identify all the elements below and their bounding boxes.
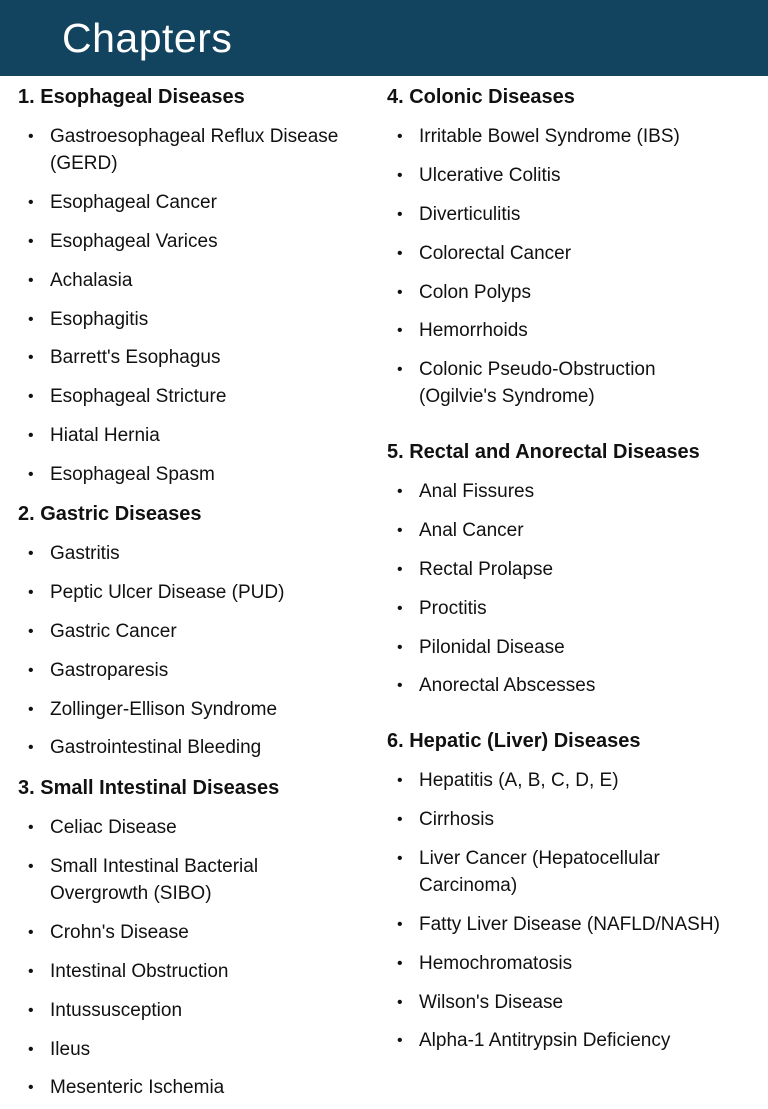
list-item: • Mesenteric Ischemia [50, 1074, 224, 1101]
list-item: • Rectal Prolapse [419, 556, 553, 583]
list-item: • Crohn's Disease [50, 919, 189, 946]
list-item: • Proctitis [419, 595, 487, 622]
list-item: • Barrett's Esophagus [50, 344, 221, 371]
section-title-rectal-anorectal: 5. Rectal and Anorectal Diseases [387, 441, 700, 463]
list-item: • Esophageal Cancer [50, 189, 217, 216]
list-item: • Esophageal Varices [50, 228, 218, 255]
list-item: • Hepatitis (A, B, C, D, E) [419, 767, 619, 794]
list-item: • Colon Polyps [419, 279, 531, 306]
list-item: • Gastritis [50, 540, 120, 567]
list-item: • Gastric Cancer [50, 618, 177, 645]
list-item: • Intestinal Obstruction [50, 958, 228, 985]
list-item: • Colonic Pseudo-Obstruction (Ogilvie's Syndrome) [419, 356, 694, 410]
list-item: • Gastroparesis [50, 657, 168, 684]
list-item: • Fatty Liver Disease (NAFLD/NASH) [419, 911, 720, 938]
section-title-esophageal: 1. Esophageal Diseases [18, 86, 245, 108]
section-title-small-intestinal: 3. Small Intestinal Diseases [18, 777, 280, 799]
list-item: • Pilonidal Disease [419, 634, 565, 661]
list-item: • Gastrointestinal Bleeding [50, 734, 261, 761]
list-item: • Cirrhosis [419, 806, 494, 833]
list-item: • Colorectal Cancer [419, 240, 571, 267]
list-item: • Irritable Bowel Syndrome (IBS) [419, 123, 680, 150]
page-title: Chapters [62, 15, 233, 61]
section-title-colonic: 4. Colonic Diseases [387, 86, 575, 108]
list-item: • Anal Fissures [419, 478, 534, 505]
header-banner [0, 0, 768, 76]
list-item: • Hemochromatosis [419, 950, 572, 977]
list-item: • Wilson's Disease [419, 989, 563, 1016]
list-item: • Esophageal Spasm [50, 461, 215, 488]
list-item: • Zollinger-Ellison Syndrome [50, 696, 277, 723]
list-item: • Small Intestinal Bacterial Overgrowth (SIBO) [50, 853, 310, 907]
list-item: • Intussusception [50, 997, 182, 1024]
list-item: • Hemorrhoids [419, 317, 528, 344]
list-item: • Esophageal Stricture [50, 383, 226, 410]
list-item: • Ileus [50, 1036, 90, 1063]
list-item: • Anal Cancer [419, 517, 524, 544]
list-item: • Celiac Disease [50, 814, 177, 841]
list-item: • Alpha-1 Antitrypsin Deficiency [419, 1027, 670, 1054]
list-item: • Hiatal Hernia [50, 422, 160, 449]
list-item: • Anorectal Abscesses [419, 672, 595, 699]
list-item: • Gastroesophageal Reflux Disease (GERD) [50, 123, 360, 177]
list-item: • Diverticulitis [419, 201, 520, 228]
section-title-hepatic: 6. Hepatic (Liver) Diseases [387, 730, 641, 752]
list-item: • Liver Cancer (Hepatocellular Carcinoma) [419, 845, 699, 899]
list-item: • Peptic Ulcer Disease (PUD) [50, 579, 284, 606]
section-title-gastric: 2. Gastric Diseases [18, 503, 202, 525]
list-item: • Achalasia [50, 267, 132, 294]
list-item: • Ulcerative Colitis [419, 162, 560, 189]
list-item: • Esophagitis [50, 306, 148, 333]
